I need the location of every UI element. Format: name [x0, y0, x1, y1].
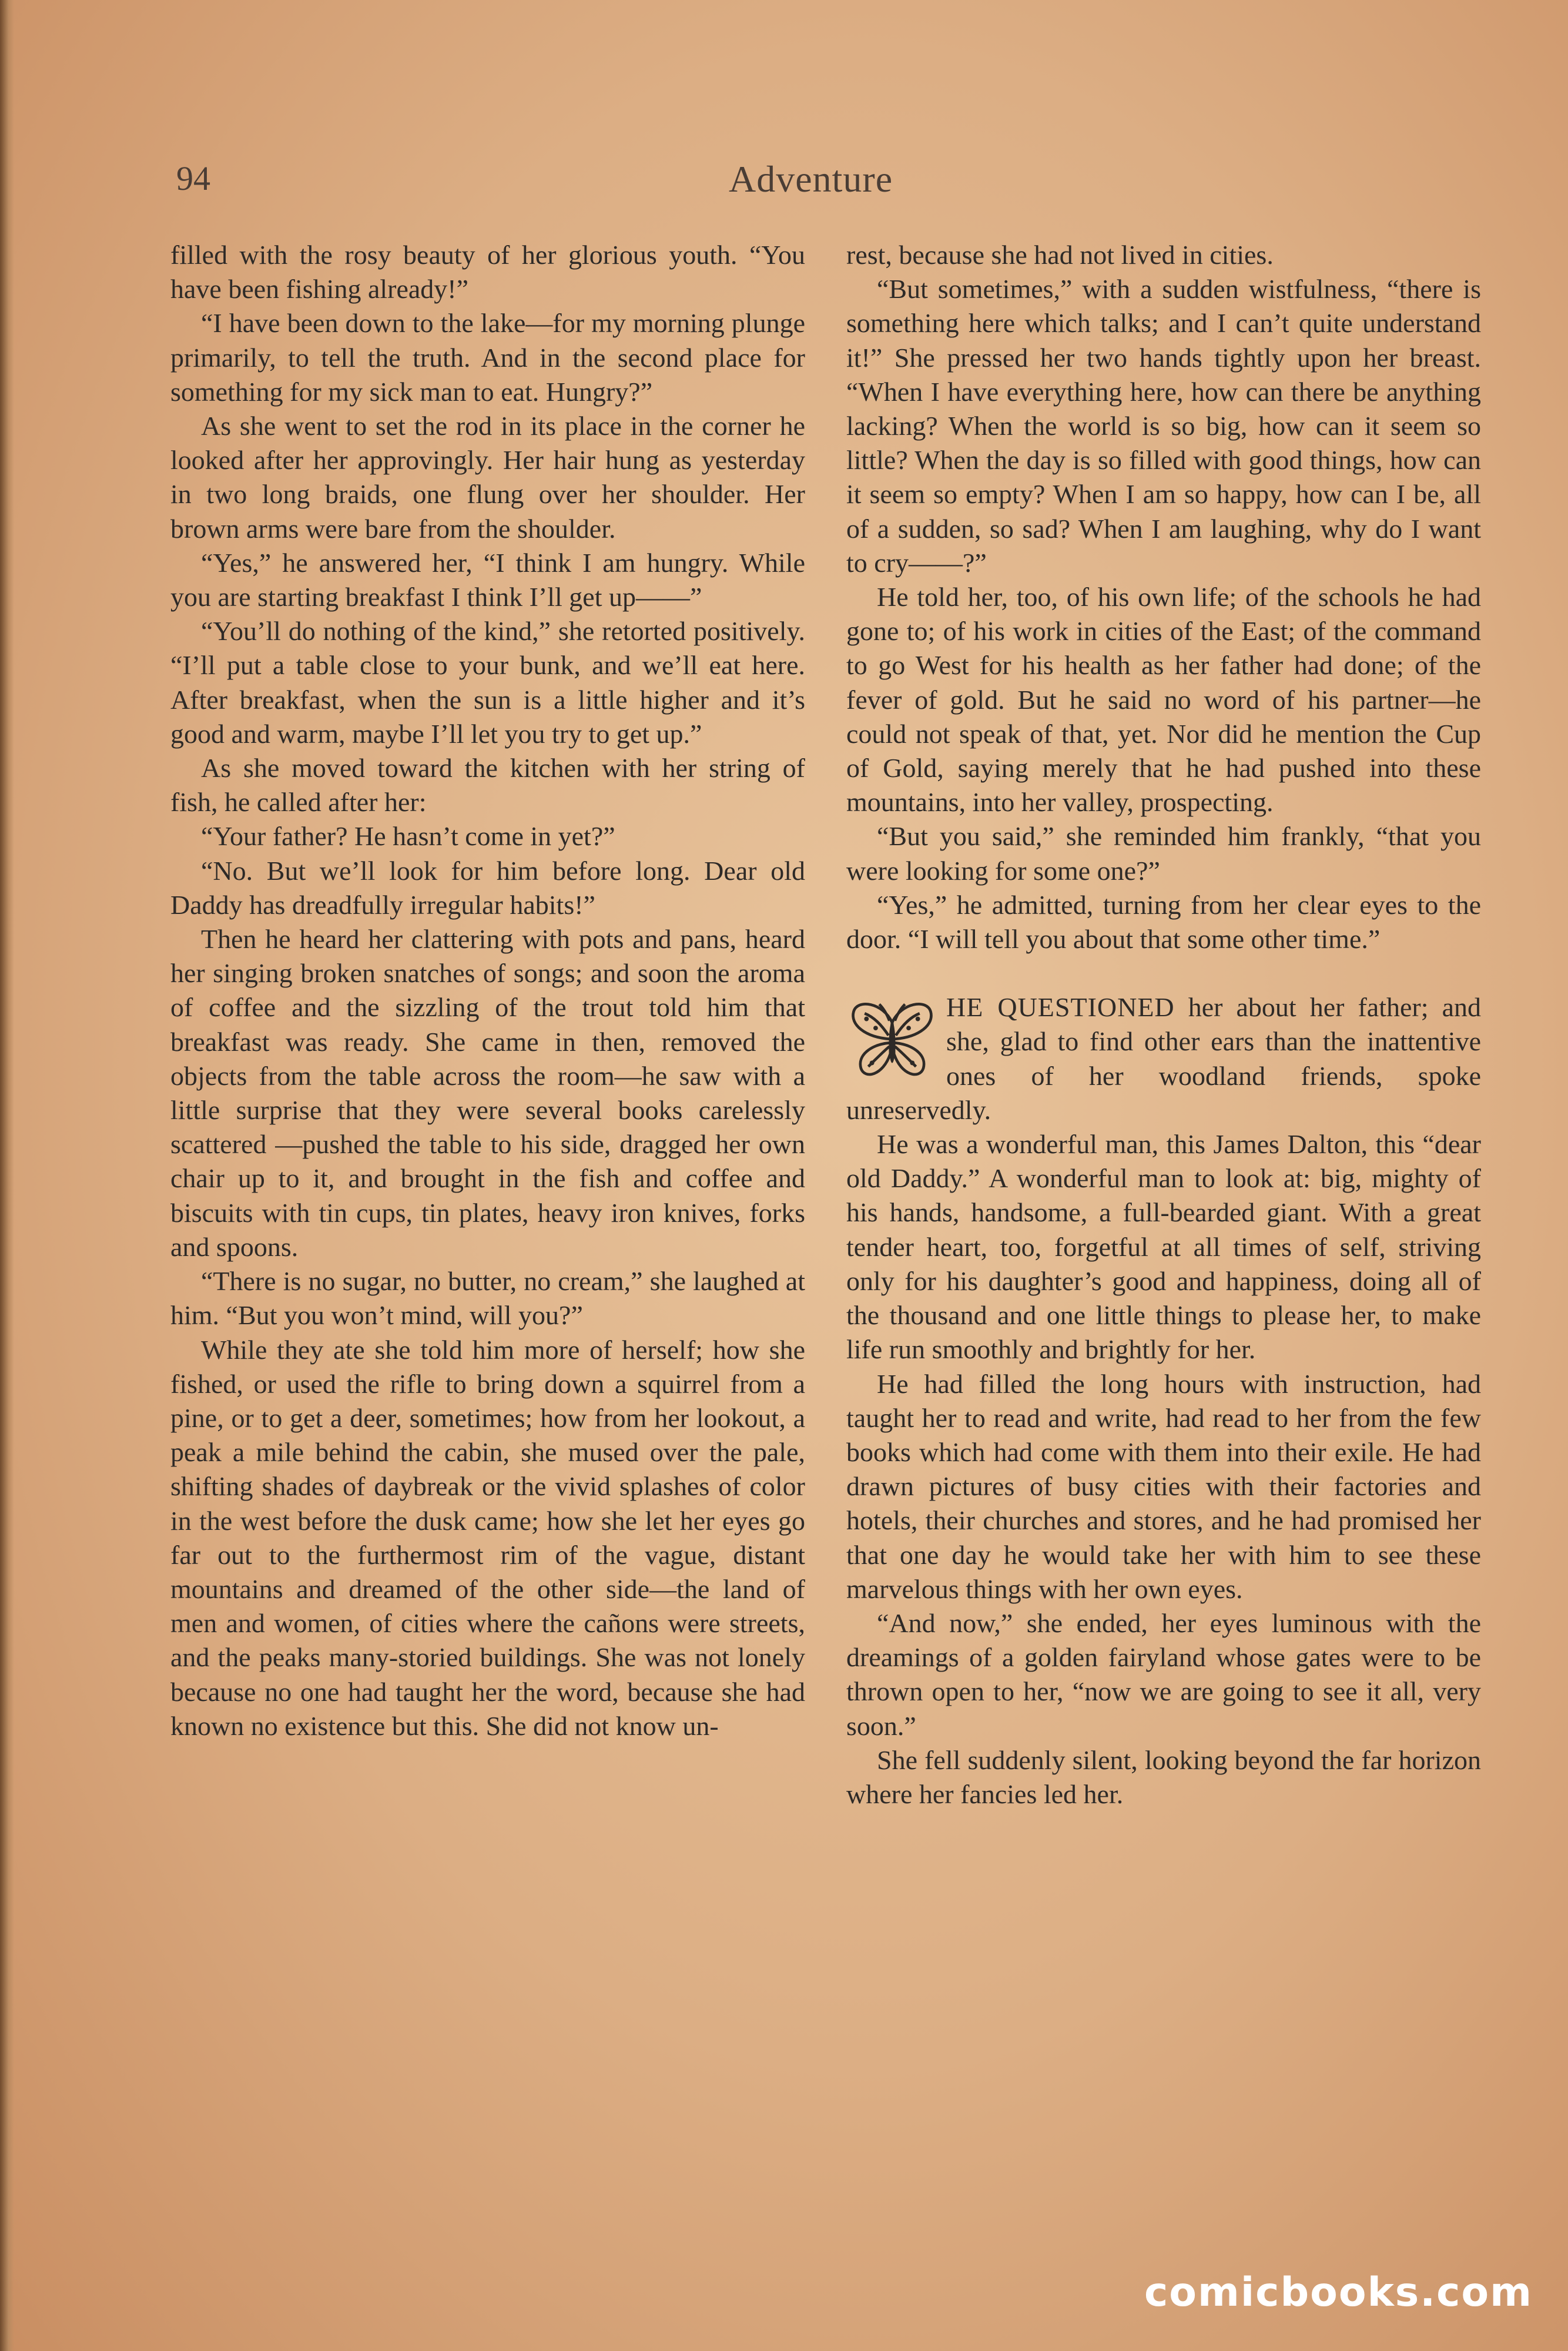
section-opening-paragraph	[846, 990, 1481, 1127]
running-head: Adventure	[729, 158, 893, 200]
drop-rest-text: her about her father; and she, glad to find other ears than the inattentive ones of her woodland friends, spoke unreservedly.	[846, 992, 1481, 1125]
paragraph: “You’ll do nothing of the kind,” she retorted positively. “I’ll put a table close to your bunk, and we’ll eat here. After breakfast, when the sun is a little higher and it’s good and warm, maybe I’ll let you try to get up.”	[170, 616, 805, 749]
paragraph: “I have been down to the lake—for my morning plunge primarily, to tell the truth. And in the second place for something for my sick man to eat. Hungry?”	[170, 308, 805, 407]
section-break	[846, 956, 1481, 990]
paragraph: “There is no sugar, no butter, no cream,” she laughed at him. “But you won’t mind, will you?”	[170, 1266, 805, 1331]
drop-lead-text: HE QUESTIONED	[946, 992, 1175, 1023]
butterfly-icon	[846, 995, 938, 1087]
paragraph: Then he heard her clattering with pots and pans, heard her singing broken snatches of songs; and soon the aroma of coffee and the sizzling of the trout told him that breakfast was ready. She came in then, removed the objects from the table across the room—he saw with a little surprise that they were several books carelessly scattered —pushed the table to his side, dragged her own chair up to it, and brought in the fish and coffee and biscuits with tin cups, tin plates, heavy iron knives, forks and spoons.	[170, 924, 805, 1262]
paragraph: “And now,” she ended, her eyes luminous with the dreamings of a golden fairyland whose gates were to be thrown open to her, “now we are going to see it all, very soon.”	[846, 1607, 1481, 1741]
page-number: 94	[176, 159, 210, 197]
left-column	[170, 238, 805, 1743]
paragraph: He had filled the long hours with instruction, had taught her to read and write, had read to her from the few books which had come with them into their exile. He had drawn pictures of busy cities with their factories and hotels, their churches and stores, and he had promised her that one day he would take her with him to see these marvelous things with her own eyes.	[846, 1368, 1481, 1604]
paragraph: While they ate she told him more of herself; how she fished, or used the rifle to bring down a squirrel from a pine, or to get a deer, sometimes; how from her lookout, a peak a mile behind the cabin, she mused over the pale, shifting shades of daybreak or the vivid splashes of color in the west before the dusk came; how she let her eyes go far out to the furthermost rim of the vague, distant mountains and dreamed of the other side—the land of men and women, of cities where the cañons were streets, and the peaks many-storied buildings. She was not lonely because no one had taught her the word, because she had known no existence but this. She did not know un-	[170, 1334, 805, 1741]
paragraph: “But sometimes,” with a sudden wistfulness, “there is something here which talks; and I can’t quite understand it!” She pressed her two hands tightly upon her breast. “When I have everything here, how can there be anything lacking? When the world is so big, how can it seem so little? When the day is so filled with good things, how can it seem so empty? When I am so happy, how can I be, all of a sudden, so sad? When I am laughing, why do I want to cry——?”	[846, 274, 1481, 578]
paragraph: “Yes,” he answered her, “I think I am hungry. While you are starting breakfast I think I’ll get up——”	[170, 547, 805, 612]
paragraph: “Yes,” he admitted, turning from her clear eyes to the door. “I will tell you about that some other time.”	[846, 889, 1481, 955]
right-column	[846, 238, 1481, 1811]
paragraph: filled with the rosy beauty of her glorious youth. “You have been fishing already!”	[170, 240, 805, 304]
paragraph: As she went to set the rod in its place in the corner he looked after her approvingly. Her hair hung as yesterday in two long braids, one flung over her shoulder. Her brown arms were bare from the shoulder.	[170, 411, 805, 544]
paragraph: She fell suddenly silent, looking beyond the far horizon where her fancies led her.	[846, 1744, 1481, 1809]
paragraph: rest, because she had not lived in cities.	[846, 240, 1274, 270]
paragraph: He was a wonderful man, this James Dalton, this “dear old Daddy.” A wonderful man to look at: big, mighty of his hands, handsome, a full-bearded giant. With a great tender heart, too, forgetful at all times of self, striving only for his daughter’s good and happiness, doing all of the thousand and one little things to please her, to make life run smoothly and brightly for her.	[846, 1129, 1481, 1365]
paragraph: “Your father? He hasn’t come in yet?”	[201, 821, 615, 852]
paragraph: “No. But we’ll look for him before long. Dear old Daddy has dreadfully irregular habits!”	[170, 855, 805, 920]
watermark: comicbooks.com	[1144, 2269, 1533, 2316]
paragraph: As she moved toward the kitchen with her string of fish, he called after her:	[170, 753, 805, 818]
paragraph: He told her, too, of his own life; of the schools he had gone to; of his work in cities of the East; of the command to go West for his health as her father had done; of the fever of gold. But he said no word of his partner—he could not speak of that, yet. Nor did he mention the Cup of Gold, saying merely that he had pushed into these mountains, into her valley, prospecting.	[846, 582, 1481, 818]
paragraph: “But you said,” she reminded him frankly, “that you were looking for some one?”	[846, 821, 1481, 886]
